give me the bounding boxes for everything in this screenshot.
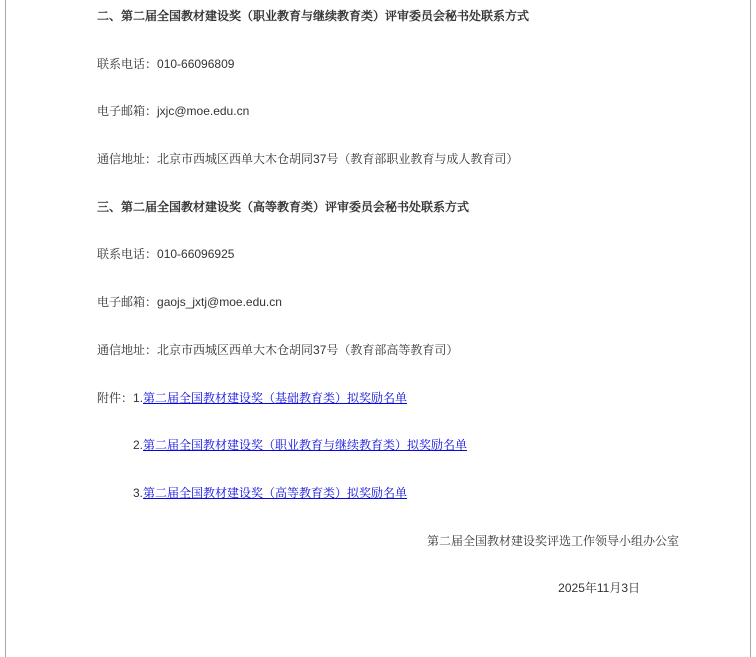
attachment-link-basic-education[interactable]: 第二届全国教材建设奖（基础教育类）拟奖励名单: [143, 390, 408, 405]
attachment-number: 2.: [133, 438, 144, 453]
contact-address-label: 通信地址：: [97, 342, 158, 357]
attachment-link-vocational-education[interactable]: 第二届全国教材建设奖（职业教育与继续教育类）拟奖励名单: [143, 438, 468, 453]
attachment-number: 3.: [133, 485, 144, 500]
contact-email-label: 电子邮箱：: [97, 104, 158, 119]
contact-phone-label: 联系电话：: [97, 247, 158, 262]
contact-email-value: jxjc@moe.edu.cn: [157, 104, 250, 119]
attachments-label: 附件：: [97, 390, 134, 405]
signature-date: 2025年11月3日: [558, 581, 640, 596]
attachment-number: 1.: [133, 390, 144, 405]
contact-phone-vocational: [97, 55, 679, 73]
attachment-row-2: [133, 436, 679, 454]
contact-address-value: 北京市西城区西单大木仓胡同37号（教育部职业教育与成人教育司）: [157, 152, 519, 167]
attachment-row-3: [133, 484, 679, 502]
notice-page: [5, 0, 751, 657]
contact-address-vocational: [97, 150, 679, 168]
contact-phone-value: 010-66096925: [157, 247, 235, 262]
signature-org: 第二届全国教材建设奖评选工作领导小组办公室: [426, 533, 679, 548]
contact-email-higher-ed: [97, 293, 679, 311]
contact-phone-higher-ed: [97, 245, 679, 263]
contact-address-value: 北京市西城区西单大木仓胡同37号（教育部高等教育司）: [157, 342, 459, 357]
contact-email-value: gaojs_jxtj@moe.edu.cn: [157, 295, 282, 310]
contact-email-label: 电子邮箱：: [97, 295, 158, 310]
contact-phone-label: 联系电话：: [97, 56, 158, 71]
section-heading-vocational: 二、第二届全国教材建设奖（职业教育与继续教育类）评审委员会秘书处联系方式: [97, 9, 530, 23]
attachment-row-1: [97, 389, 679, 407]
contact-phone-value: 010-66096809: [157, 56, 235, 71]
contact-address-label: 通信地址：: [97, 152, 158, 167]
section-heading-higher-ed: 三、第二届全国教材建设奖（高等教育类）评审委员会秘书处联系方式: [97, 199, 470, 214]
contact-email-vocational: [97, 102, 679, 120]
attachment-link-higher-education[interactable]: 第二届全国教材建设奖（高等教育类）拟奖励名单: [143, 485, 408, 500]
contact-address-higher-ed: [97, 341, 679, 359]
